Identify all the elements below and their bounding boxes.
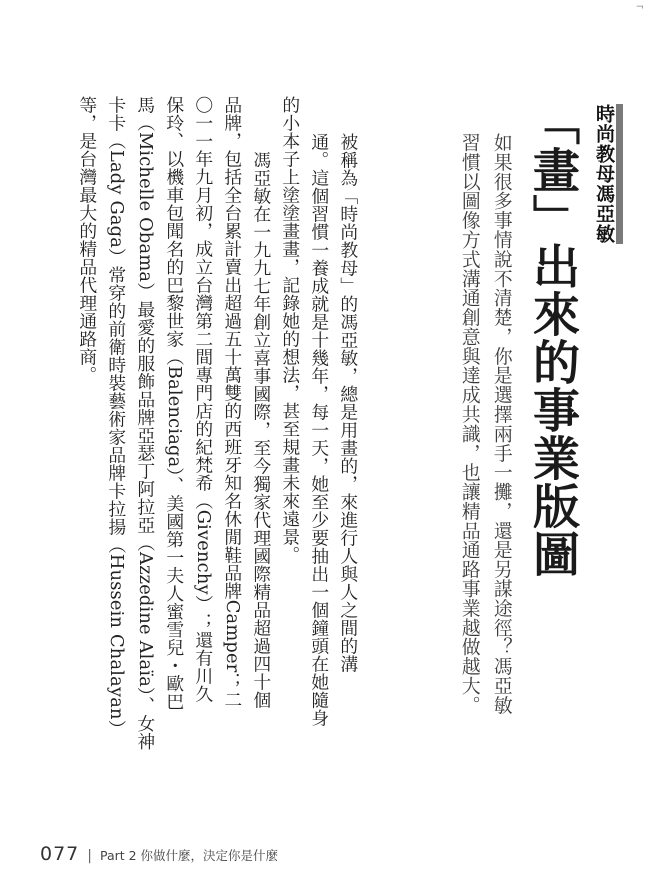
page-footer [40,843,278,865]
body-line: 卡卡（Lady Gaga）常穿的前衛時裝藝術家品牌卡拉揚（Hussein Chalayan） [105,96,127,738]
body-line: 被稱為「時尚教母」的馮亞敏，總是用畫的，來進行人與人之間的溝 [337,133,359,673]
body-line: 〇一一年九月初，成立台灣第二間專門店的紀梵希（Givenchy）；還有川久 [192,96,214,703]
body-line: 通。這個習慣一養成就是十幾年，每一天，她至少要抽出一個鐘頭在她隨身 [308,133,330,727]
part-label: Part 2 你做什麼，決定你是什麼 [99,848,279,863]
corner-mark: ¬ [635,2,644,13]
lead-line: 習慣以圖像方式溝通創意與達成共識，也讓精品通路事業越做越大。 [458,133,480,715]
body-line: 品牌，包括全台累計賣出超過五十萬雙的西班牙知名休閒鞋品牌Camper；二 [221,96,243,709]
body-line: 保玲、以機車包聞名的巴黎世家（Balenciaga）、美國第一夫人蜜雪兒・歐巴 [163,96,185,711]
lead-line: 如果很多事情說不清楚，你是選擇兩手一攤，還是另謀途徑？馮亞敏 [490,133,512,715]
body-line: 等，是台灣最大的精品代理通路商。 [76,96,98,384]
body-line: 的小本子上塗塗畫畫，記錄她的想法，甚至規畫未來遠景。 [279,96,301,564]
section-tag: 時尚教母馮亞敏 [594,104,623,244]
chapter-title: 「畫」出來的事業版圖 [525,98,580,578]
body-line: 馮亞敏在一九九七年創立喜事國際，至今獨家代理國際精品超過四十個 [250,133,272,709]
body-line: 馬（Michelle Obama）最愛的服飾品牌亞瑟丁阿拉亞（Azzedine Alaïa）、女神 [134,96,156,751]
page-number: 077 [40,843,80,865]
footer-separator: | [87,848,92,864]
